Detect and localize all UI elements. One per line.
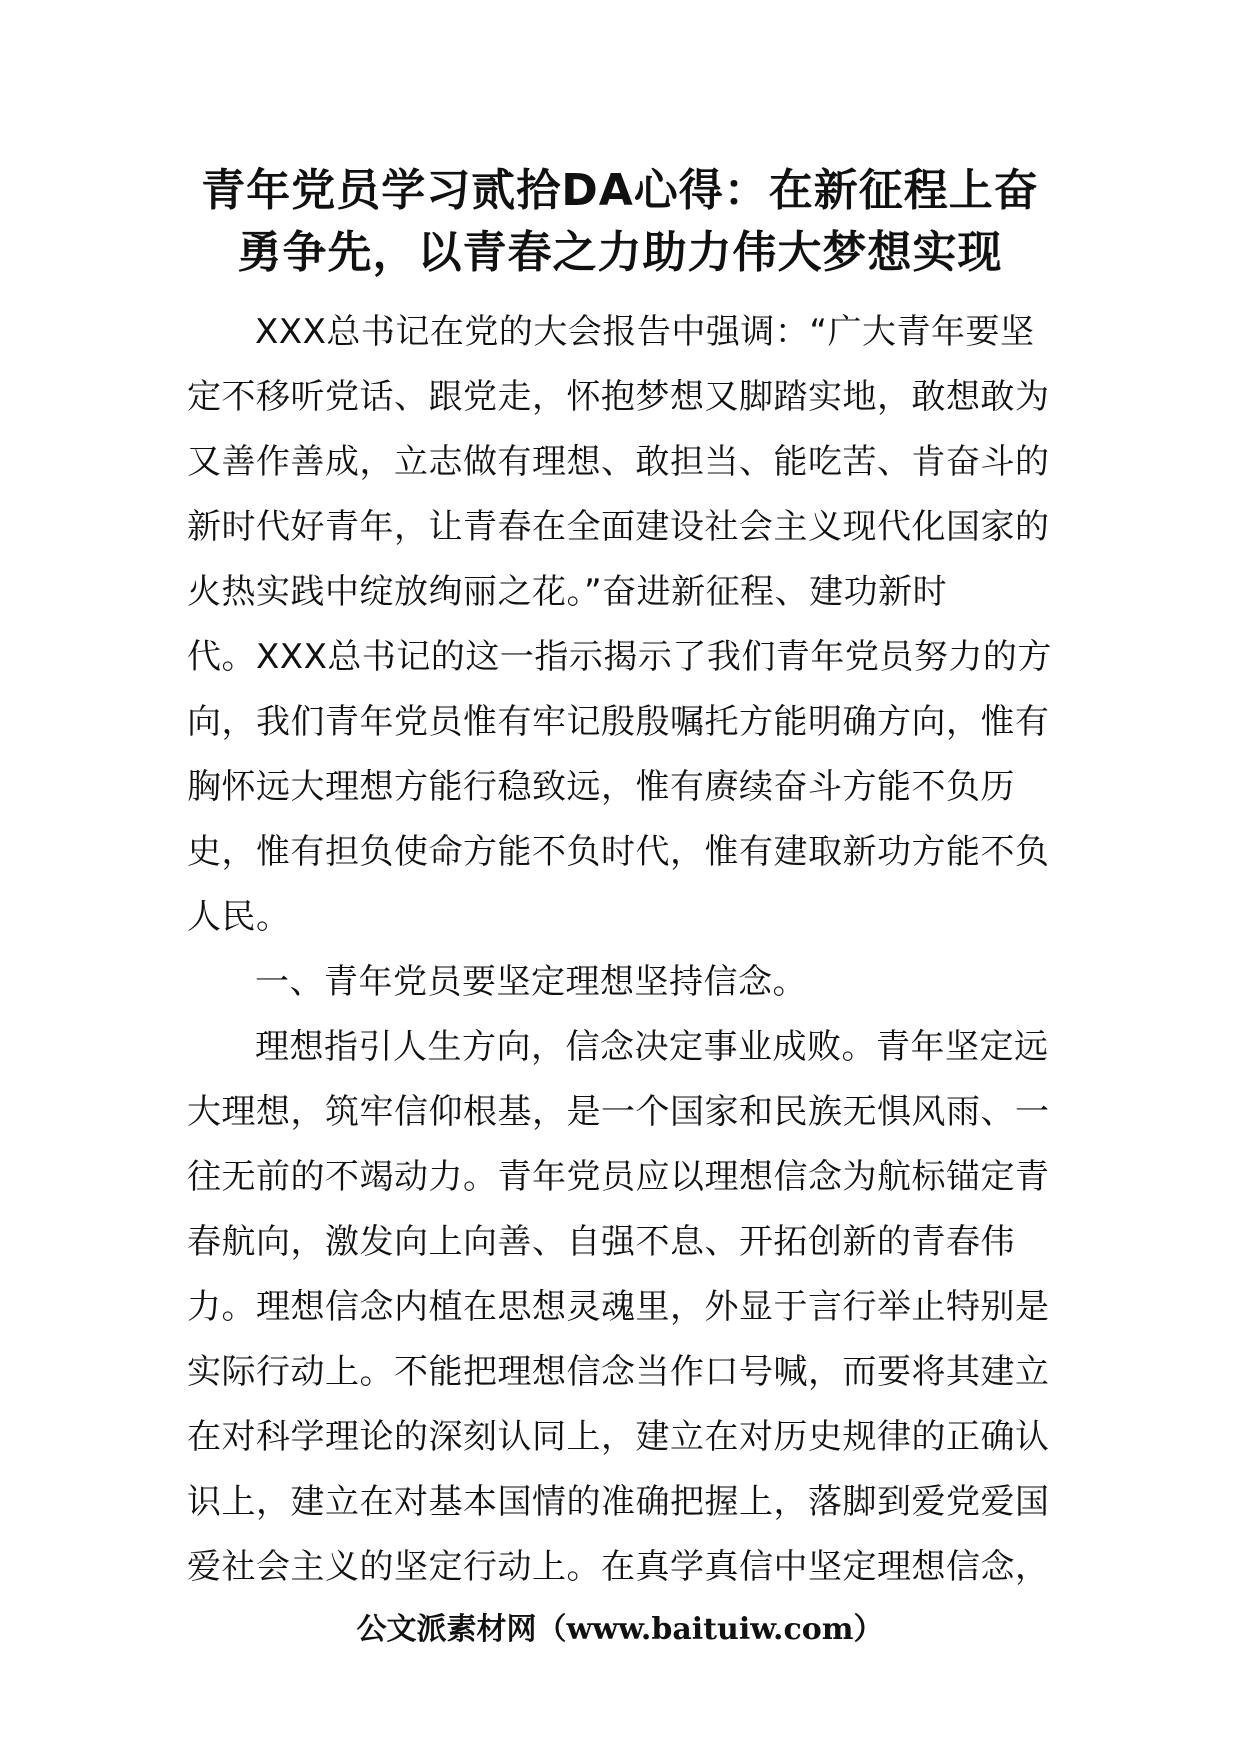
text-line: 大理想，筑牢信仰根基，是一个国家和民族无惧风雨、一 [187, 1092, 1050, 1132]
title-line-1: 青年党员学习贰拾DA心得：在新征程上奋 [201, 165, 1039, 216]
text-line: 定不移听党话、跟党走，怀抱梦想又脚踏实地，敢想敢为 [187, 377, 1050, 417]
document-title [150, 160, 1090, 284]
text-line: 又善作善成，立志做有理想、敢担当、能吃苦、肯奋斗的 [187, 442, 1050, 482]
text-line: 爱社会主义的坚定行动上。在真学真信中坚定理想信念， [187, 1547, 1050, 1587]
text-line: 火热实践中绽放绚丽之花。”奋进新征程、建功新时 [187, 572, 948, 612]
text-line: 代。XXX总书记的这一指示揭示了我们青年党员努力的方 [187, 637, 1052, 677]
text-line: 史，惟有担负使命方能不负时代，惟有建取新功方能不负 [187, 832, 1050, 872]
document-body [187, 300, 1057, 1600]
text-line: 识上，建立在对基本国情的准确把握上，落脚到爱党爱国 [187, 1482, 1050, 1522]
text-line: 实际行动上。不能把理想信念当作口号喊，而要将其建立 [187, 1352, 1050, 1392]
text-line: 春航向，激发向上向善、自强不息、开拓创新的青春伟 [187, 1222, 1015, 1262]
paragraph-intro [187, 300, 1057, 950]
text-line: 新时代好青年，让青春在全面建设社会主义现代化国家的 [187, 507, 1050, 547]
text-line: 理想指引人生方向，信念决定事业成败。青年坚定远 [255, 1027, 1049, 1067]
text-line: 胸怀远大理想方能行稳致远，惟有赓续奋斗方能不负历 [187, 767, 1015, 807]
text-line: XXX总书记在党的大会报告中强调：“广大青年要坚 [255, 312, 1035, 352]
text-line: 在对科学理论的深刻认同上，建立在对历史规律的正确认 [187, 1417, 1050, 1457]
text-line: 人民。 [187, 897, 291, 937]
text-line: 往无前的不竭动力。青年党员应以理想信念为航标锚定青 [187, 1157, 1050, 1197]
footer-watermark: 公文派素材网（www.baituiw.com） [356, 1612, 884, 1647]
section-heading: 一、青年党员要坚定理想坚持信念。 [255, 962, 807, 1002]
paragraph-section1 [187, 1015, 1057, 1600]
text-line: 力。理想信念内植在思想灵魂里，外显于言行举止特别是 [187, 1287, 1050, 1327]
title-line-2: 勇争先，以青春之力助力伟大梦想实现 [237, 227, 1003, 278]
text-line: 向，我们青年党员惟有牢记殷殷嘱托方能明确方向，惟有 [187, 702, 1050, 742]
